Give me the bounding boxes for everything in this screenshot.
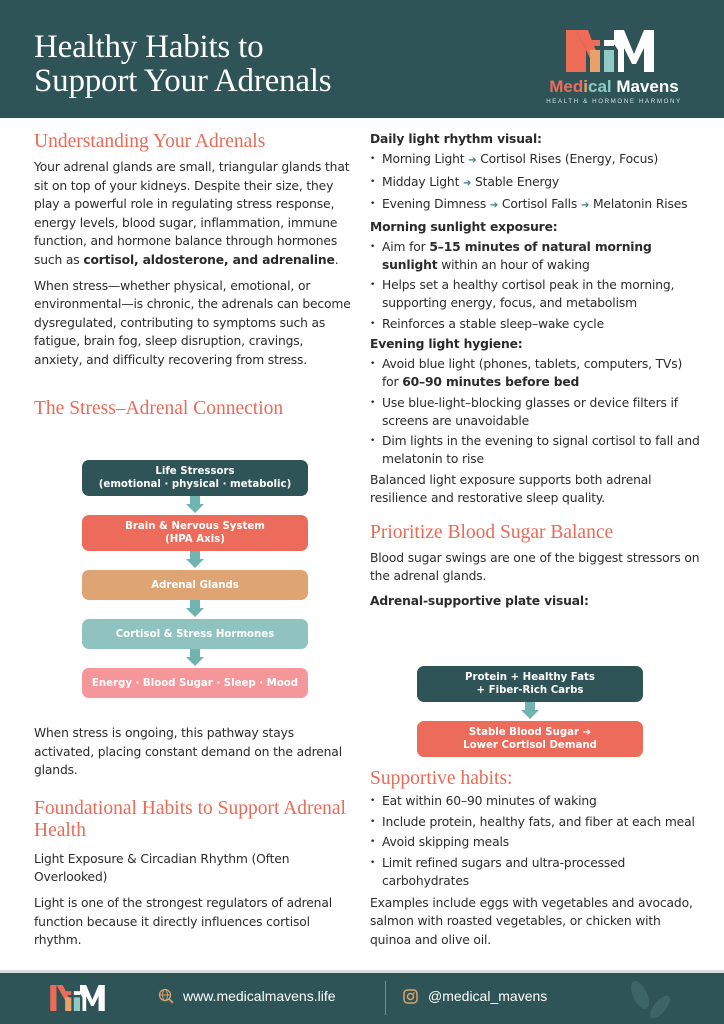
light-summary: Balanced light exposure supports both adrenal resilience and restorative sleep quality. xyxy=(370,472,652,506)
understanding-paragraph-1: Your adrenal glands are small, triangular glands that sit on top of your kidneys. Despite their size, they play a powerful role in regulating stress response, energy levels, blood sugar, inflammation, immune function, and hormone balance through hormones such as cortisol, aldosterone, and adrenaline. xyxy=(34,160,350,267)
heading-foundational-habits: Foundational Habits to Support Adrenal Health xyxy=(34,797,346,841)
footer-mm-logo-icon xyxy=(50,985,110,1011)
flow-arrow-icon xyxy=(417,702,643,721)
list-item: • Morning Light ➔ Cortisol Rises (Energy, Focus) xyxy=(370,150,700,170)
daily-light-list xyxy=(370,150,700,215)
list-item: • Evening Dimness ➔ Cortisol Falls ➔ Melatonin Rises xyxy=(370,195,700,215)
plate-flow-diagram xyxy=(417,666,643,757)
flow-arrow-icon xyxy=(82,496,308,515)
right-column-lower xyxy=(370,768,700,949)
flow-step-life-stressors: Life Stressors (emotional · physical · metabolic) xyxy=(82,460,308,496)
list-item: • Dim lights in the evening to signal cortisol to fall and melatonin to rise xyxy=(370,432,700,468)
brand-name: Medical Mavens xyxy=(549,77,679,96)
title-line-1: Healthy Habits to xyxy=(34,29,264,65)
list-item: • Midday Light ➔ Stable Energy xyxy=(370,173,700,193)
flow-step-adrenal-glands: Adrenal Glands xyxy=(82,570,308,600)
supportive-habits-list xyxy=(370,792,700,890)
heading-stress-connection: The Stress–Adrenal Connection xyxy=(34,397,284,419)
footer xyxy=(0,973,724,1024)
light-exposure-paragraph: Light is one of the strongest regulators of adrenal function because it directly influences cortisol rhythm. xyxy=(34,895,332,948)
pathway-paragraph: When stress is ongoing, this pathway stays activated, placing constant demand on the adrenal glands. xyxy=(34,726,342,778)
flow-step-cortisol-hormones: Cortisol & Stress Hormones xyxy=(82,619,308,649)
list-item: • Avoid blue light (phones, tablets, computers, TVs) for 60–90 minutes before bed xyxy=(370,355,700,391)
list-item: • Avoid skipping meals xyxy=(370,833,700,851)
globe-icon xyxy=(158,988,174,1004)
plate-visual-label: Adrenal-supportive plate visual: xyxy=(370,593,589,608)
website-text[interactable]: www.medicalmavens.life xyxy=(183,988,336,1004)
header-banner xyxy=(0,0,724,118)
arrow-right-icon: ➔ xyxy=(580,200,590,211)
plate-step-stable-blood-sugar: Stable Blood Sugar ➔ Lower Cortisol Demand xyxy=(417,721,643,757)
heading-blood-sugar: Prioritize Blood Sugar Balance xyxy=(370,521,614,543)
website-link[interactable] xyxy=(158,988,336,1004)
list-item: • Use blue-light–blocking glasses or device filters if screens are unavoidable xyxy=(370,394,700,430)
flow-arrow-icon xyxy=(82,649,308,668)
understanding-paragraph-2: When stress—whether physical, emotional, or environmental—is chronic, the adrenals can become dysregulated, contributing to symptoms such as fatigue, brain fog, sleep disruption, cravings, anxiety, and difficulty recovering from stress. xyxy=(34,278,351,367)
brand-logo xyxy=(528,28,700,110)
footer-separator xyxy=(385,981,386,1015)
examples-paragraph: Examples include eggs with vegetables and avocado, salmon with roasted vegetables, or chicken with quinoa and olive oil. xyxy=(370,895,693,947)
plate-step-macronutrients: Protein + Healthy Fats + Fiber-Rich Carbs xyxy=(417,666,643,702)
title-line-2: Support Your Adrenals xyxy=(34,63,332,99)
morning-sunlight-list xyxy=(370,238,700,333)
brand-tagline: HEALTH & HORMONE HARMONY xyxy=(546,98,682,105)
right-column xyxy=(370,130,700,610)
list-item: • Helps set a healthy cortisol peak in the morning, supporting energy, focus, and metabolism xyxy=(370,276,700,312)
flow-step-outcomes: Energy · Blood Sugar · Sleep · Mood xyxy=(82,668,308,698)
left-column xyxy=(34,128,354,420)
heading-supportive-habits: Supportive habits: xyxy=(370,768,513,789)
list-item: • Include protein, healthy fats, and fiber at each meal xyxy=(370,813,700,831)
left-column-lower xyxy=(34,724,354,950)
arrow-right-icon: ➔ xyxy=(468,155,477,166)
stress-adrenal-flow-diagram xyxy=(82,460,308,698)
evening-light-label: Evening light hygiene: xyxy=(370,337,523,351)
evening-light-list xyxy=(370,355,700,468)
arrow-right-icon: ➔ xyxy=(489,200,499,211)
morning-sunlight-label: Morning sunlight exposure: xyxy=(370,219,558,234)
list-item: • Aim for 5–15 minutes of natural morning sunlight within an hour of waking xyxy=(370,238,700,274)
flow-arrow-icon xyxy=(82,600,308,619)
list-item: • Reinforces a stable sleep–wake cycle xyxy=(370,315,700,333)
leaf-decoration-icon xyxy=(622,979,682,1021)
instagram-icon xyxy=(403,989,418,1004)
list-item: • Limit refined sugars and ultra-processed carbohydrates xyxy=(370,854,700,890)
heading-understanding: Understanding Your Adrenals xyxy=(34,131,266,152)
flow-arrow-icon xyxy=(82,551,308,570)
blood-sugar-paragraph: Blood sugar swings are one of the biggest stressors on the adrenal glands. xyxy=(370,550,700,584)
instagram-handle[interactable]: @medical_mavens xyxy=(428,988,548,1004)
page-title xyxy=(34,30,331,98)
mm-monogram-icon xyxy=(566,30,662,72)
list-item: • Eat within 60–90 minutes of waking xyxy=(370,792,700,810)
arrow-right-icon: ➔ xyxy=(463,177,472,189)
daily-light-label: Daily light rhythm visual: xyxy=(370,132,542,146)
light-exposure-subheading: Light Exposure & Circadian Rhythm (Often Overlooked) xyxy=(34,851,290,885)
flow-step-brain-nervous-system: Brain & Nervous System (HPA Axis) xyxy=(82,515,308,551)
instagram-link[interactable] xyxy=(403,988,547,1004)
